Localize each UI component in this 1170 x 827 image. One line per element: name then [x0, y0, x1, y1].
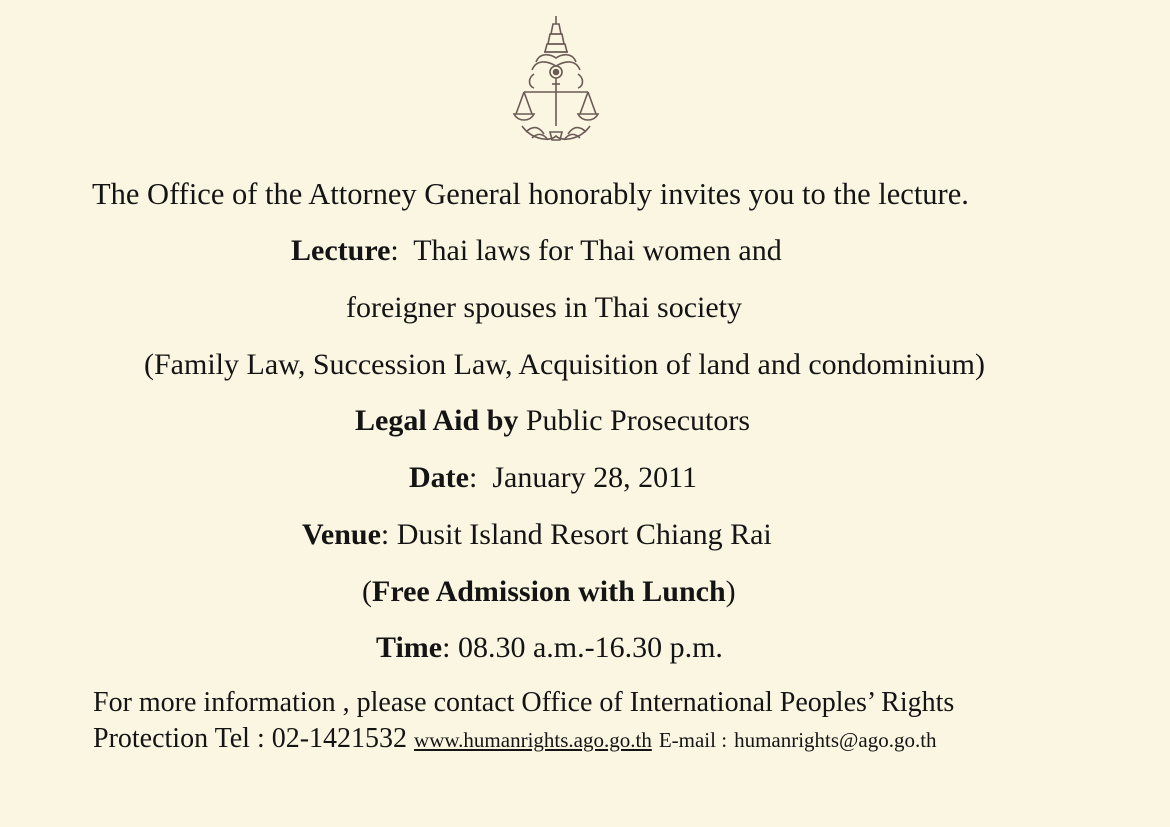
lecture-label: Lecture — [291, 234, 391, 267]
legal-aid-label: Legal Aid by — [355, 404, 519, 437]
admission-open-paren: ( — [362, 575, 372, 608]
date-line — [409, 460, 1009, 496]
lecture-title-line2: foreigner spouses in Thai society — [346, 291, 743, 324]
admission-line — [362, 574, 1062, 610]
venue-value: Dusit Island Resort Chiang Rai — [396, 518, 772, 551]
contact-phone: Protection Tel : 02-1421532 — [93, 723, 408, 754]
time-label: Time — [376, 631, 443, 664]
invitation-text: The Office of the Attorney General honorably invites you to the lecture. — [92, 177, 969, 211]
time-value: 08.30 a.m.-16.30 p.m. — [457, 631, 723, 664]
admission-close-paren: ) — [725, 575, 736, 608]
date-label: Date — [409, 461, 469, 494]
lecture-title-line1: Thai laws for Thai women and — [413, 234, 782, 267]
time-separator: : — [442, 631, 451, 664]
admission-text: Free Admission with Lunch — [372, 575, 726, 608]
venue-separator: : — [380, 518, 390, 551]
contact-line2 — [93, 722, 1163, 757]
email-label: E-mail : — [658, 728, 728, 752]
contact-line1: For more information , please contact Office of International Peoples’ Rights — [93, 687, 955, 718]
date-separator: : — [468, 461, 478, 494]
royal-scales-emblem-icon — [510, 14, 602, 146]
legal-aid-value: Public Prosecutors — [525, 404, 751, 437]
date-value: January 28, 2011 — [492, 461, 698, 494]
lecture-separator: : — [390, 234, 399, 267]
email-address[interactable]: humanrights@ago.go.th — [734, 728, 937, 752]
legal-aid-line — [355, 403, 1055, 439]
venue-line — [302, 517, 1002, 553]
lecture-line — [291, 233, 991, 269]
time-line — [376, 630, 1076, 666]
website-link[interactable]: www.humanrights.ago.go.th — [414, 728, 652, 752]
venue-label: Venue — [302, 518, 381, 551]
lecture-topics: (Family Law, Succession Law, Acquisition of land and condominium) — [144, 348, 985, 381]
